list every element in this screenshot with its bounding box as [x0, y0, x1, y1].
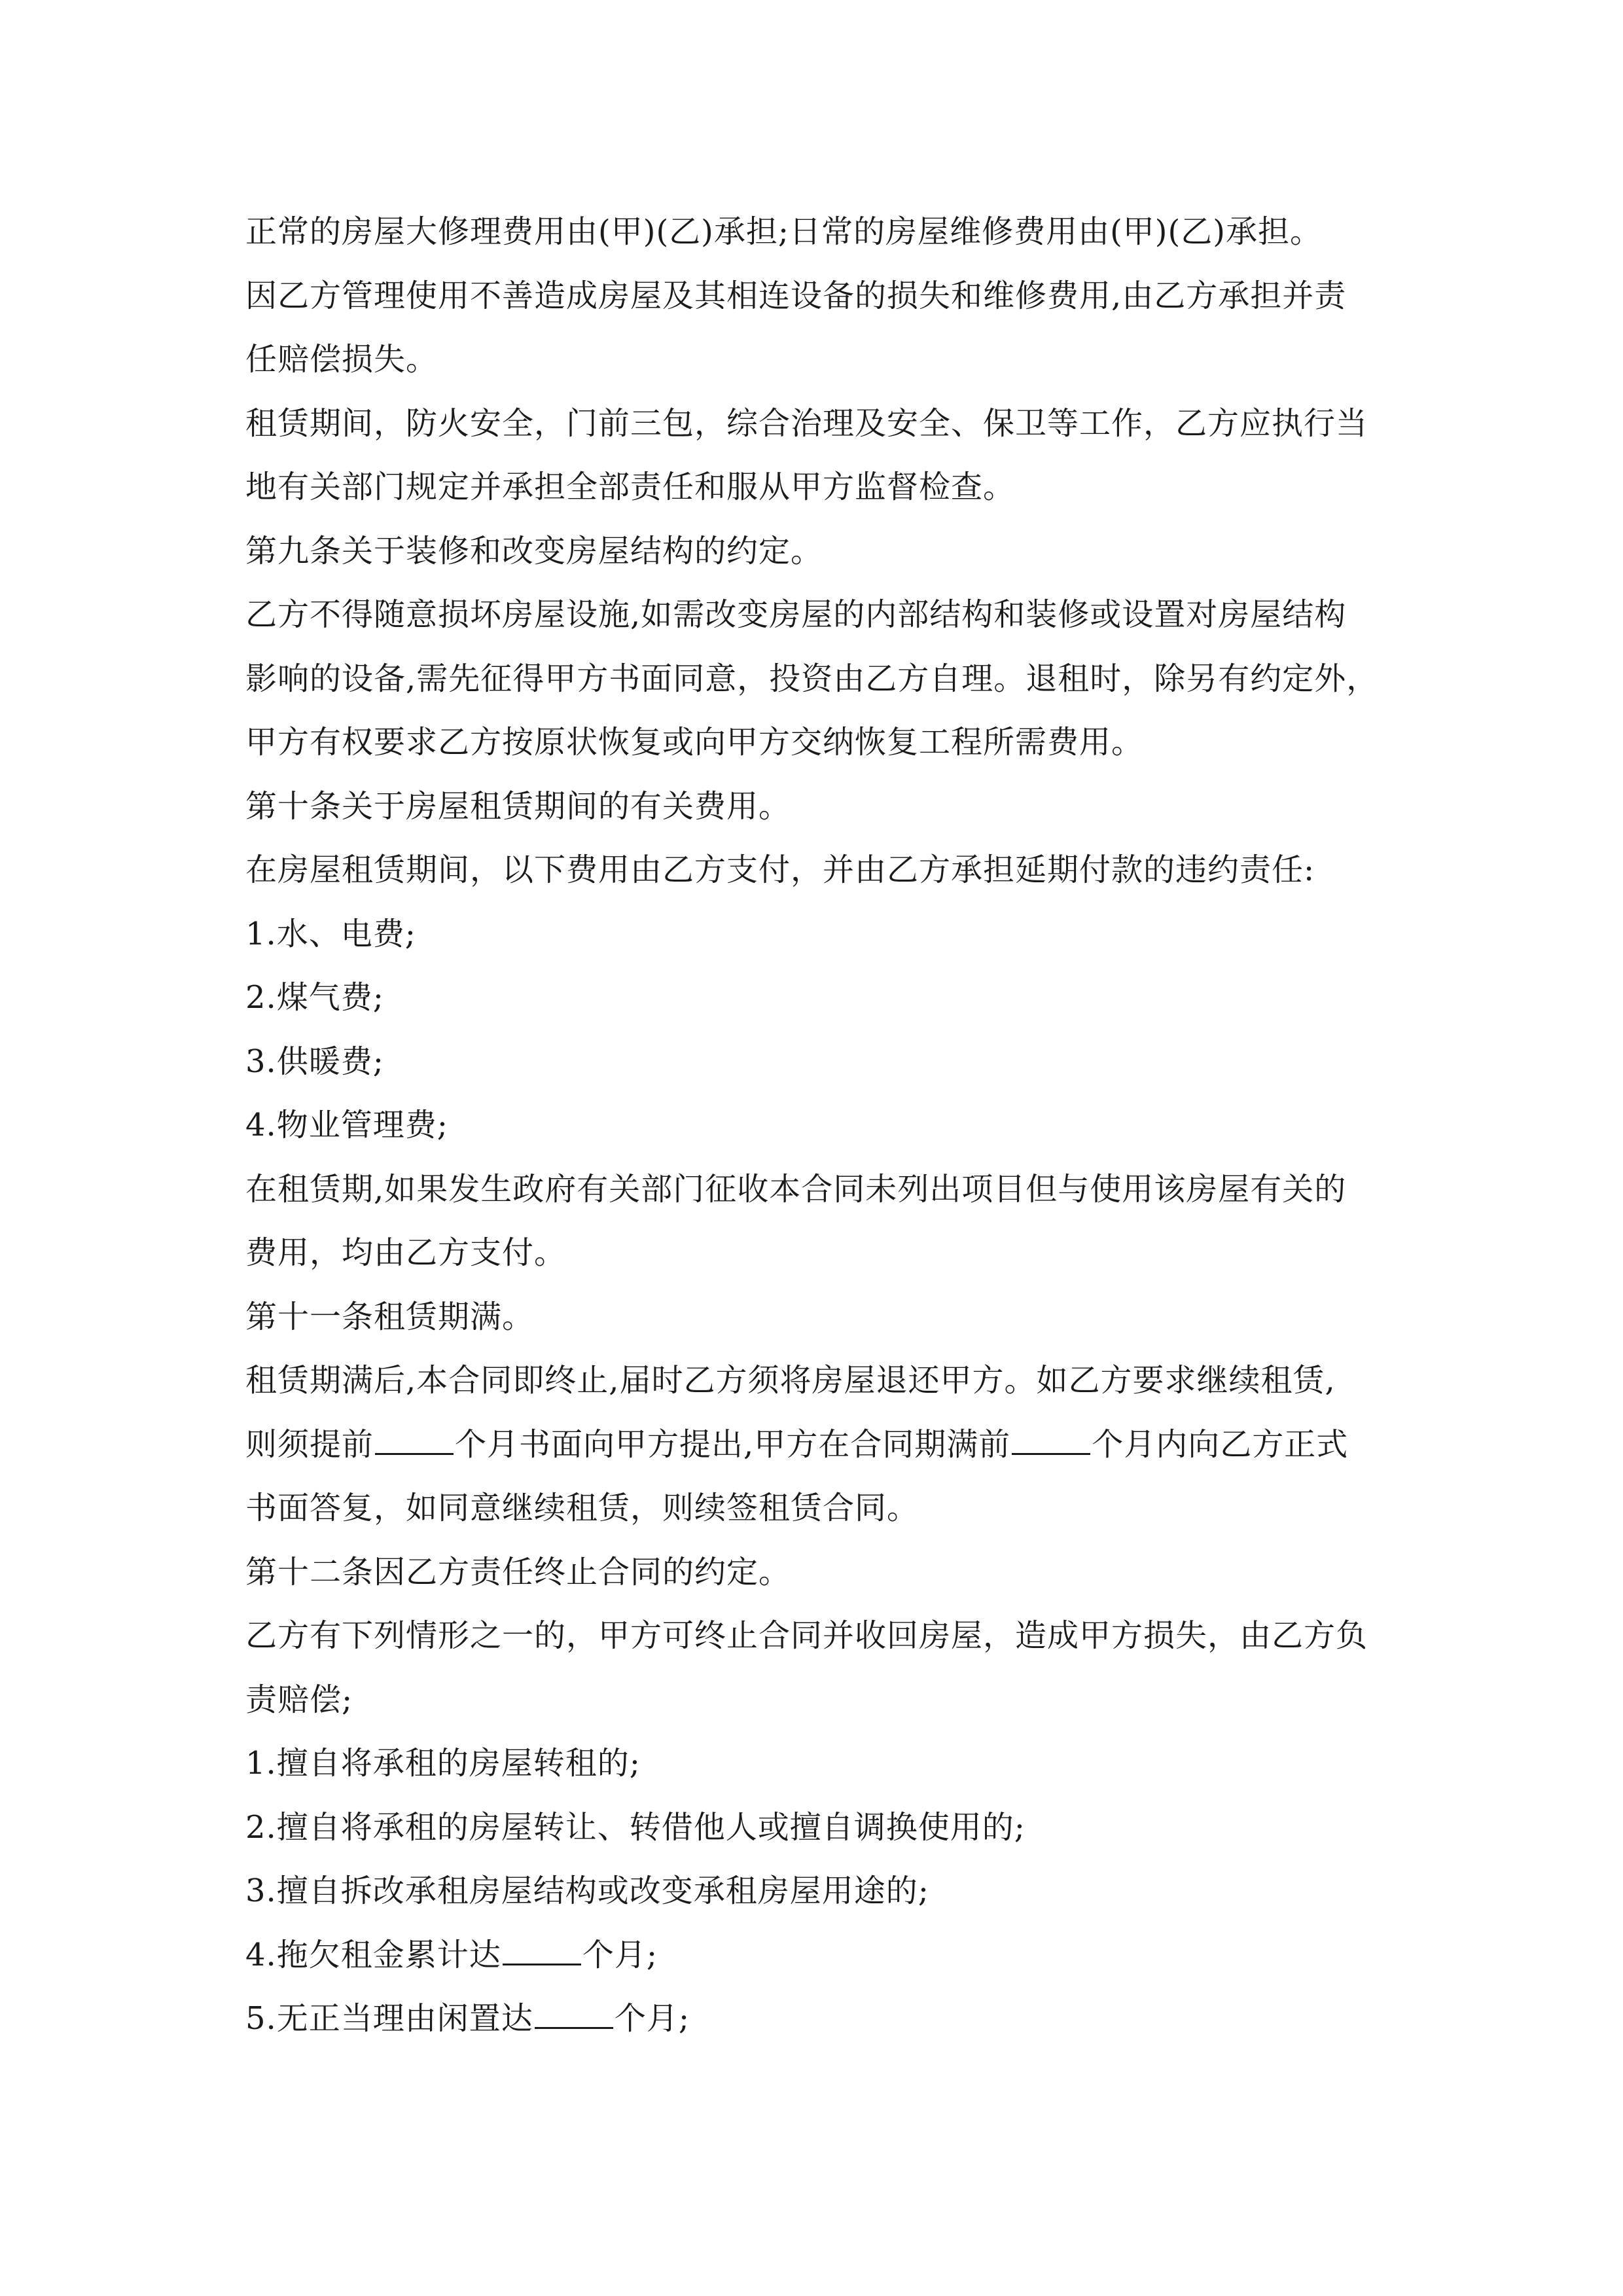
text-line: 任赔偿损失。 [245, 341, 438, 378]
contract-body [245, 200, 1384, 2051]
article-heading: 第九条关于装修和改变房屋结构的约定。 [245, 532, 823, 569]
text-line: 影响的设备,需先征得甲方书面同意，投资由乙方自理。退租时，除另有约定外， [245, 660, 1379, 697]
article-heading: 第十一条租赁期满。 [245, 1298, 535, 1335]
text-segment: 4.拖欠租金累计达 [245, 1936, 501, 1973]
text-line: 在房屋租赁期间，以下费用由乙方支付，并由乙方承担延期付款的违约责任: [245, 852, 1315, 888]
text-segment: 个月; [614, 2000, 690, 2037]
fill-in-blank[interactable] [535, 1990, 613, 2029]
list-item-with-blank [245, 1924, 1384, 1988]
list-item: 1.水、电费; [245, 915, 416, 952]
text-segment: 个月; [582, 1936, 658, 1973]
list-item: 3.擅自拆改承租房屋结构或改变承租房屋用途的; [245, 1873, 929, 1909]
text-segment: 则须提前 [245, 1426, 374, 1463]
list-item-with-blank [245, 1987, 1384, 2051]
list-item: 2.煤气费; [245, 979, 384, 1016]
text-line: 租赁期满后,本合同即终止,届时乙方须将房屋退还甲方。如乙方要求继续租赁, [245, 1362, 1336, 1399]
text-line: 甲方有权要求乙方按原状恢复或向甲方交纳恢复工程所需费用。 [245, 724, 1144, 761]
article-heading: 第十二条因乙方责任终止合同的约定。 [245, 1553, 791, 1590]
text-segment: 5.无正当理由闲置达 [245, 2000, 533, 2037]
text-line-with-blanks [245, 1413, 1384, 1477]
text-line: 在租赁期,如果发生政府有关部门征收本合同未列出项目但与使用该房屋有关的 [245, 1170, 1347, 1208]
text-line: 租赁期间，防火安全，门前三包，综合治理及安全、保卫等工作，乙方应执行当 [245, 404, 1368, 442]
text-line: 地有关部门规定并承担全部责任和服从甲方监督检查。 [245, 469, 1016, 505]
list-item: 3.供暖费; [245, 1043, 384, 1080]
fill-in-blank[interactable] [1012, 1416, 1090, 1455]
text-segment: 个月书面向甲方提出,甲方在合同期满前 [455, 1426, 1011, 1463]
list-item: 2.擅自将承租的房屋转让、转借他人或擅自调换使用的; [245, 1808, 1026, 1846]
text-line: 因乙方管理使用不善造成房屋及其相连设备的损失和维修费用,由乙方承担并责 [245, 277, 1347, 314]
list-item: 4.物业管理费; [245, 1107, 448, 1143]
fill-in-blank[interactable] [503, 1926, 581, 1965]
text-line: 责赔偿; [245, 1681, 353, 1718]
fill-in-blank[interactable] [375, 1416, 454, 1455]
list-item: 1.擅自将承租的房屋转租的; [245, 1745, 641, 1782]
text-line: 书面答复，如同意继续租赁，则续签租赁合同。 [245, 1490, 919, 1526]
text-segment: 个月内向乙方正式 [1092, 1426, 1349, 1463]
text-line: 正常的房屋大修理费用由(甲)(乙)承担;日常的房屋维修费用由(甲)(乙)承担。 [245, 213, 1322, 250]
text-line: 乙方不得随意损坏房屋设施,如需改变房屋的内部结构和装修或设置对房屋结构 [245, 596, 1347, 633]
text-line: 乙方有下列情形之一的，甲方可终止合同并收回房屋，造成甲方损失，由乙方负 [245, 1617, 1368, 1654]
text-line: 费用，均由乙方支付。 [245, 1234, 567, 1271]
article-heading: 第十条关于房屋租赁期间的有关费用。 [245, 787, 791, 825]
